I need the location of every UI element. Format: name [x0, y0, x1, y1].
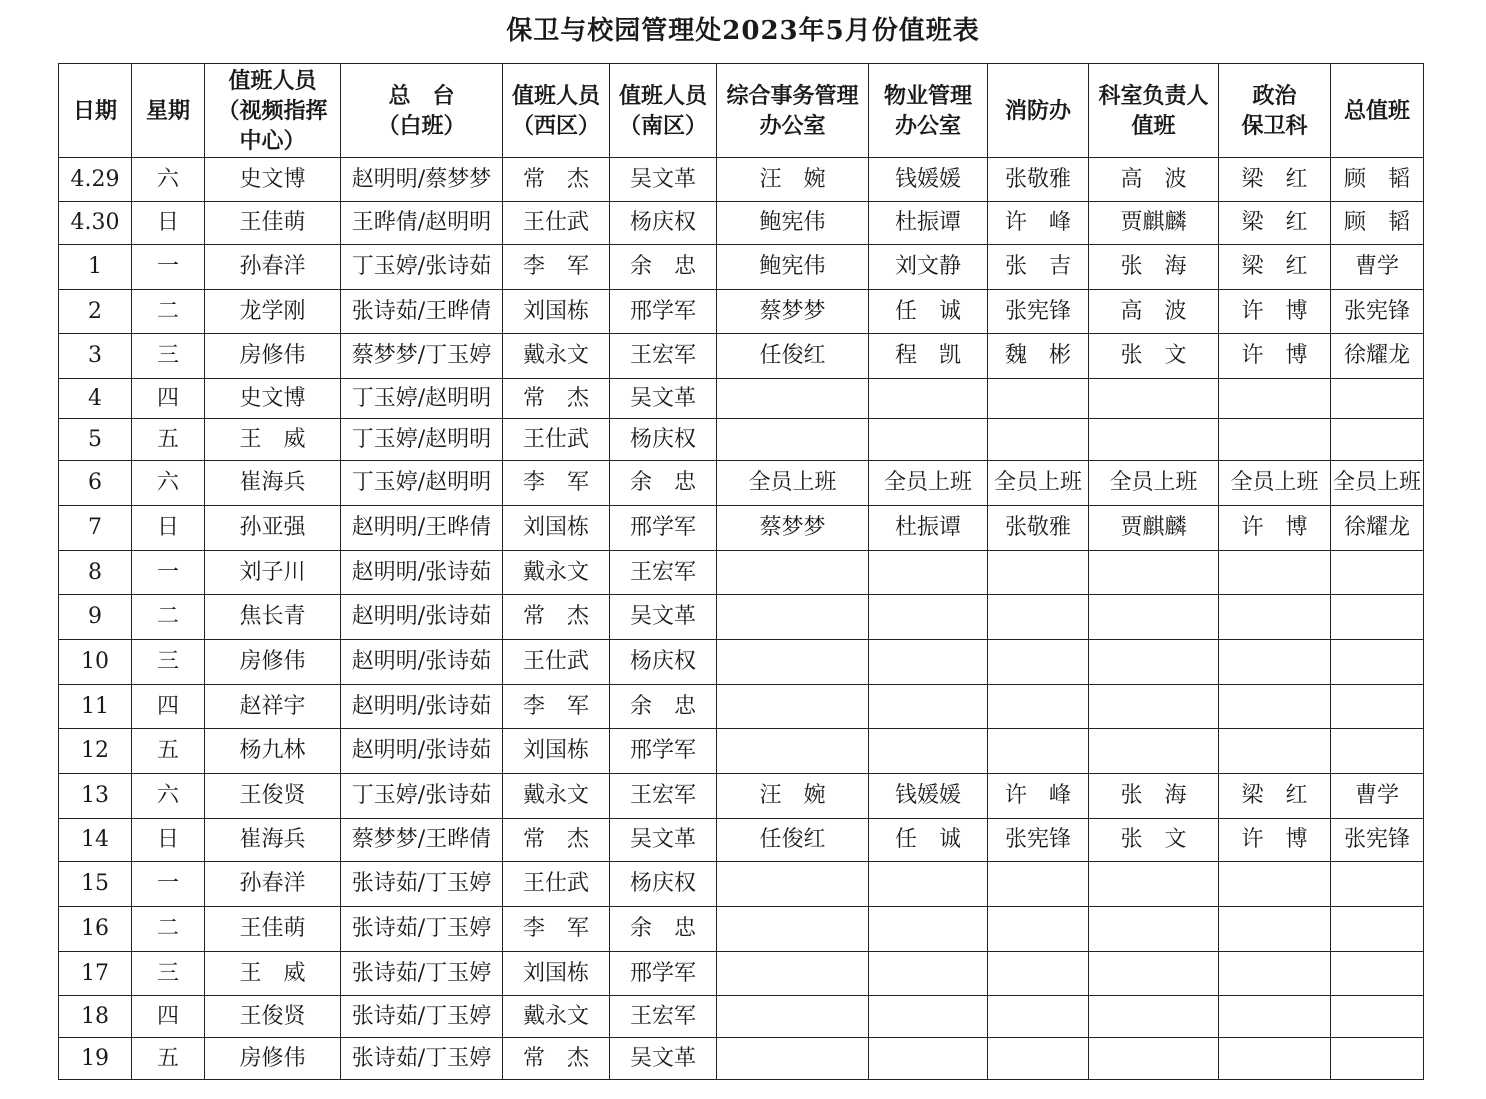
section-chief-cell [1089, 419, 1219, 461]
front-desk-cell: 丁玉婷/赵明明 [341, 379, 503, 419]
fire-office-cell: 张宪锋 [988, 290, 1089, 334]
south-district-cell: 王宏军 [610, 774, 717, 819]
property-office-cell [869, 379, 988, 419]
header-chief-duty: 总值班 [1331, 64, 1424, 158]
west-district-cell: 刘国栋 [503, 506, 610, 551]
chief-duty-cell: 曹学 [1331, 774, 1424, 819]
weekday-cell: 四 [132, 379, 205, 419]
table-row [59, 729, 1424, 774]
table-row [59, 952, 1424, 996]
video-center-cell: 王 威 [205, 952, 341, 996]
south-district-cell: 余 忠 [610, 245, 717, 290]
date-cell: 7 [59, 506, 132, 551]
weekday-cell: 五 [132, 1038, 205, 1080]
weekday-cell: 二 [132, 290, 205, 334]
video-center-cell: 崔海兵 [205, 819, 341, 862]
fire-office-cell [988, 952, 1089, 996]
fire-office-cell [988, 419, 1089, 461]
weekday-cell: 五 [132, 729, 205, 774]
fire-office-cell [988, 379, 1089, 419]
chief-duty-cell [1331, 952, 1424, 996]
video-center-cell: 孙春洋 [205, 862, 341, 907]
general-affairs-cell: 全员上班 [717, 461, 869, 506]
date-cell: 4 [59, 379, 132, 419]
south-district-cell: 吴文革 [610, 595, 717, 640]
south-district-cell: 王宏军 [610, 996, 717, 1038]
property-office-cell [869, 862, 988, 907]
video-center-cell: 王佳萌 [205, 907, 341, 952]
table-row [59, 379, 1424, 419]
date-cell: 15 [59, 862, 132, 907]
west-district-cell: 戴永文 [503, 996, 610, 1038]
front-desk-cell: 蔡梦梦/王晔倩 [341, 819, 503, 862]
general-affairs-cell: 汪 婉 [717, 774, 869, 819]
table-row [59, 290, 1424, 334]
header-video-center: 值班人员 （视频指挥 中心） [205, 64, 341, 158]
table-row [59, 819, 1424, 862]
general-affairs-cell [717, 1038, 869, 1080]
section-chief-cell: 张 海 [1089, 774, 1219, 819]
chief-duty-cell: 张宪锋 [1331, 290, 1424, 334]
chief-duty-cell [1331, 595, 1424, 640]
general-affairs-cell: 任俊红 [717, 819, 869, 862]
video-center-cell: 史文博 [205, 158, 341, 202]
west-district-cell: 刘国栋 [503, 952, 610, 996]
table-row [59, 245, 1424, 290]
property-office-cell [869, 640, 988, 685]
table-row [59, 774, 1424, 819]
video-center-cell: 王 威 [205, 419, 341, 461]
section-chief-cell [1089, 907, 1219, 952]
general-affairs-cell [717, 685, 869, 729]
table-row [59, 551, 1424, 595]
property-office-cell: 程 凯 [869, 334, 988, 379]
table-row [59, 862, 1424, 907]
security-section-cell [1219, 640, 1331, 685]
date-cell: 19 [59, 1038, 132, 1080]
fire-office-cell: 张宪锋 [988, 819, 1089, 862]
general-affairs-cell: 蔡梦梦 [717, 290, 869, 334]
fire-office-cell [988, 1038, 1089, 1080]
south-district-cell: 吴文革 [610, 158, 717, 202]
west-district-cell: 常 杰 [503, 819, 610, 862]
section-chief-cell: 全员上班 [1089, 461, 1219, 506]
south-district-cell: 邢学军 [610, 952, 717, 996]
security-section-cell: 许 博 [1219, 506, 1331, 551]
table-row [59, 1038, 1424, 1080]
west-district-cell: 戴永文 [503, 774, 610, 819]
chief-duty-cell: 徐耀龙 [1331, 334, 1424, 379]
video-center-cell: 焦长青 [205, 595, 341, 640]
south-district-cell: 杨庆权 [610, 862, 717, 907]
chief-duty-cell [1331, 685, 1424, 729]
west-district-cell: 常 杰 [503, 595, 610, 640]
front-desk-cell: 蔡梦梦/丁玉婷 [341, 334, 503, 379]
property-office-cell [869, 1038, 988, 1080]
date-cell: 12 [59, 729, 132, 774]
west-district-cell: 戴永文 [503, 551, 610, 595]
west-district-cell: 李 军 [503, 461, 610, 506]
table-row [59, 158, 1424, 202]
section-chief-cell: 张 文 [1089, 334, 1219, 379]
video-center-cell: 房修伟 [205, 1038, 341, 1080]
fire-office-cell: 张 吉 [988, 245, 1089, 290]
security-section-cell [1219, 1038, 1331, 1080]
section-chief-cell: 贾麒麟 [1089, 506, 1219, 551]
security-section-cell: 许 博 [1219, 334, 1331, 379]
date-cell: 16 [59, 907, 132, 952]
south-district-cell: 余 忠 [610, 685, 717, 729]
date-cell: 4.30 [59, 202, 132, 245]
weekday-cell: 六 [132, 158, 205, 202]
south-district-cell: 杨庆权 [610, 202, 717, 245]
page-title: 保卫与校园管理处2023年5月份值班表 [506, 16, 980, 46]
section-chief-cell [1089, 379, 1219, 419]
fire-office-cell: 许 峰 [988, 774, 1089, 819]
property-office-cell: 任 诚 [869, 290, 988, 334]
west-district-cell: 常 杰 [503, 1038, 610, 1080]
front-desk-cell: 赵明明/张诗茹 [341, 595, 503, 640]
property-office-cell [869, 952, 988, 996]
property-office-cell: 杜振谭 [869, 202, 988, 245]
security-section-cell: 梁 红 [1219, 245, 1331, 290]
fire-office-cell [988, 729, 1089, 774]
general-affairs-cell [717, 595, 869, 640]
property-office-cell [869, 595, 988, 640]
weekday-cell: 日 [132, 202, 205, 245]
video-center-cell: 王俊贤 [205, 774, 341, 819]
section-chief-cell: 高 波 [1089, 158, 1219, 202]
front-desk-cell: 张诗茹/丁玉婷 [341, 907, 503, 952]
south-district-cell: 王宏军 [610, 334, 717, 379]
fire-office-cell: 张敬雅 [988, 158, 1089, 202]
front-desk-cell: 赵明明/张诗茹 [341, 640, 503, 685]
south-district-cell: 余 忠 [610, 907, 717, 952]
chief-duty-cell [1331, 419, 1424, 461]
table-row [59, 334, 1424, 379]
header-fire-office: 消防办 [988, 64, 1089, 158]
weekday-cell: 五 [132, 419, 205, 461]
chief-duty-cell [1331, 640, 1424, 685]
date-cell: 5 [59, 419, 132, 461]
chief-duty-cell: 全员上班 [1331, 461, 1424, 506]
weekday-cell: 三 [132, 952, 205, 996]
weekday-cell: 六 [132, 461, 205, 506]
section-chief-cell [1089, 595, 1219, 640]
security-section-cell [1219, 685, 1331, 729]
general-affairs-cell [717, 551, 869, 595]
south-district-cell: 余 忠 [610, 461, 717, 506]
property-office-cell [869, 729, 988, 774]
fire-office-cell: 全员上班 [988, 461, 1089, 506]
table-row [59, 640, 1424, 685]
date-cell: 17 [59, 952, 132, 996]
date-cell: 3 [59, 334, 132, 379]
video-center-cell: 赵祥宇 [205, 685, 341, 729]
video-center-cell: 房修伟 [205, 334, 341, 379]
fire-office-cell [988, 595, 1089, 640]
section-chief-cell: 贾麒麟 [1089, 202, 1219, 245]
front-desk-cell: 丁玉婷/张诗茹 [341, 774, 503, 819]
weekday-cell: 一 [132, 551, 205, 595]
date-cell: 14 [59, 819, 132, 862]
property-office-cell [869, 551, 988, 595]
west-district-cell: 王仕武 [503, 862, 610, 907]
fire-office-cell: 张敬雅 [988, 506, 1089, 551]
west-district-cell: 王仕武 [503, 640, 610, 685]
weekday-cell: 四 [132, 996, 205, 1038]
general-affairs-cell [717, 419, 869, 461]
table-row [59, 907, 1424, 952]
video-center-cell: 史文博 [205, 379, 341, 419]
chief-duty-cell: 顾 韬 [1331, 158, 1424, 202]
date-cell: 8 [59, 551, 132, 595]
general-affairs-cell [717, 907, 869, 952]
weekday-cell: 三 [132, 334, 205, 379]
general-affairs-cell: 鲍宪伟 [717, 245, 869, 290]
video-center-cell: 孙亚强 [205, 506, 341, 551]
weekday-cell: 六 [132, 774, 205, 819]
date-cell: 13 [59, 774, 132, 819]
fire-office-cell: 许 峰 [988, 202, 1089, 245]
front-desk-cell: 张诗茹/丁玉婷 [341, 1038, 503, 1080]
west-district-cell: 李 军 [503, 907, 610, 952]
header-general-affairs: 综合事务管理 办公室 [717, 64, 869, 158]
chief-duty-cell [1331, 996, 1424, 1038]
chief-duty-cell [1331, 729, 1424, 774]
weekday-cell: 日 [132, 506, 205, 551]
weekday-cell: 三 [132, 640, 205, 685]
front-desk-cell: 张诗茹/王晔倩 [341, 290, 503, 334]
property-office-cell [869, 907, 988, 952]
header-front-desk: 总 台 （白班） [341, 64, 503, 158]
west-district-cell: 李 军 [503, 245, 610, 290]
security-section-cell: 梁 红 [1219, 774, 1331, 819]
property-office-cell: 刘文静 [869, 245, 988, 290]
general-affairs-cell [717, 379, 869, 419]
fire-office-cell [988, 862, 1089, 907]
header-west-district: 值班人员 （西区） [503, 64, 610, 158]
section-chief-cell [1089, 996, 1219, 1038]
weekday-cell: 日 [132, 819, 205, 862]
security-section-cell [1219, 729, 1331, 774]
date-cell: 11 [59, 685, 132, 729]
chief-duty-cell [1331, 1038, 1424, 1080]
weekday-cell: 一 [132, 245, 205, 290]
header-date: 日期 [59, 64, 132, 158]
video-center-cell: 房修伟 [205, 640, 341, 685]
west-district-cell: 王仕武 [503, 419, 610, 461]
front-desk-cell: 赵明明/王晔倩 [341, 506, 503, 551]
section-chief-cell [1089, 551, 1219, 595]
south-district-cell: 吴文革 [610, 1038, 717, 1080]
south-district-cell: 杨庆权 [610, 419, 717, 461]
fire-office-cell [988, 996, 1089, 1038]
video-center-cell: 王俊贤 [205, 996, 341, 1038]
security-section-cell: 许 博 [1219, 290, 1331, 334]
chief-duty-cell: 顾 韬 [1331, 202, 1424, 245]
security-section-cell [1219, 595, 1331, 640]
header-row [59, 64, 1424, 158]
fire-office-cell [988, 551, 1089, 595]
general-affairs-cell [717, 640, 869, 685]
property-office-cell: 全员上班 [869, 461, 988, 506]
property-office-cell [869, 685, 988, 729]
west-district-cell: 戴永文 [503, 334, 610, 379]
table-row [59, 506, 1424, 551]
video-center-cell: 崔海兵 [205, 461, 341, 506]
security-section-cell: 许 博 [1219, 819, 1331, 862]
front-desk-cell: 丁玉婷/张诗茹 [341, 245, 503, 290]
table-row [59, 996, 1424, 1038]
security-section-cell: 全员上班 [1219, 461, 1331, 506]
duty-roster-table [58, 63, 1424, 1080]
south-district-cell: 吴文革 [610, 379, 717, 419]
south-district-cell: 邢学军 [610, 506, 717, 551]
property-office-cell: 任 诚 [869, 819, 988, 862]
west-district-cell: 刘国栋 [503, 729, 610, 774]
chief-duty-cell: 徐耀龙 [1331, 506, 1424, 551]
front-desk-cell: 赵明明/张诗茹 [341, 685, 503, 729]
west-district-cell: 刘国栋 [503, 290, 610, 334]
video-center-cell: 刘子川 [205, 551, 341, 595]
security-section-cell [1219, 952, 1331, 996]
south-district-cell: 吴文革 [610, 819, 717, 862]
security-section-cell [1219, 862, 1331, 907]
property-office-cell [869, 419, 988, 461]
section-chief-cell [1089, 685, 1219, 729]
date-cell: 9 [59, 595, 132, 640]
date-cell: 18 [59, 996, 132, 1038]
date-cell: 6 [59, 461, 132, 506]
security-section-cell [1219, 379, 1331, 419]
general-affairs-cell: 蔡梦梦 [717, 506, 869, 551]
header-property-office: 物业管理 办公室 [869, 64, 988, 158]
general-affairs-cell [717, 729, 869, 774]
west-district-cell: 常 杰 [503, 379, 610, 419]
front-desk-cell: 张诗茹/丁玉婷 [341, 862, 503, 907]
general-affairs-cell [717, 952, 869, 996]
fire-office-cell: 魏 彬 [988, 334, 1089, 379]
weekday-cell: 二 [132, 907, 205, 952]
security-section-cell [1219, 996, 1331, 1038]
table-row [59, 461, 1424, 506]
weekday-cell: 一 [132, 862, 205, 907]
video-center-cell: 龙学刚 [205, 290, 341, 334]
security-section-cell: 梁 红 [1219, 158, 1331, 202]
south-district-cell: 王宏军 [610, 551, 717, 595]
general-affairs-cell: 任俊红 [717, 334, 869, 379]
chief-duty-cell [1331, 907, 1424, 952]
video-center-cell: 孙春洋 [205, 245, 341, 290]
front-desk-cell: 张诗茹/丁玉婷 [341, 996, 503, 1038]
date-cell: 1 [59, 245, 132, 290]
south-district-cell: 邢学军 [610, 729, 717, 774]
header-south-district: 值班人员 （南区） [610, 64, 717, 158]
table-row [59, 202, 1424, 245]
front-desk-cell: 赵明明/蔡梦梦 [341, 158, 503, 202]
weekday-cell: 二 [132, 595, 205, 640]
chief-duty-cell: 张宪锋 [1331, 819, 1424, 862]
chief-duty-cell [1331, 862, 1424, 907]
section-chief-cell [1089, 640, 1219, 685]
front-desk-cell: 王晔倩/赵明明 [341, 202, 503, 245]
table-row [59, 595, 1424, 640]
general-affairs-cell [717, 996, 869, 1038]
front-desk-cell: 张诗茹/丁玉婷 [341, 952, 503, 996]
section-chief-cell [1089, 729, 1219, 774]
section-chief-cell: 高 波 [1089, 290, 1219, 334]
video-center-cell: 王佳萌 [205, 202, 341, 245]
chief-duty-cell [1331, 551, 1424, 595]
front-desk-cell: 丁玉婷/赵明明 [341, 461, 503, 506]
date-cell: 4.29 [59, 158, 132, 202]
south-district-cell: 邢学军 [610, 290, 717, 334]
chief-duty-cell [1331, 379, 1424, 419]
west-district-cell: 李 军 [503, 685, 610, 729]
date-cell: 10 [59, 640, 132, 685]
video-center-cell: 杨九林 [205, 729, 341, 774]
header-weekday: 星期 [132, 64, 205, 158]
general-affairs-cell [717, 862, 869, 907]
section-chief-cell: 张 文 [1089, 819, 1219, 862]
section-chief-cell [1089, 1038, 1219, 1080]
section-chief-cell: 张 海 [1089, 245, 1219, 290]
general-affairs-cell: 鲍宪伟 [717, 202, 869, 245]
security-section-cell: 梁 红 [1219, 202, 1331, 245]
west-district-cell: 常 杰 [503, 158, 610, 202]
section-chief-cell [1089, 862, 1219, 907]
chief-duty-cell: 曹学 [1331, 245, 1424, 290]
security-section-cell [1219, 907, 1331, 952]
header-section-chief: 科室负责人 值班 [1089, 64, 1219, 158]
property-office-cell: 杜振谭 [869, 506, 988, 551]
section-chief-cell [1089, 952, 1219, 996]
roster-body [59, 158, 1424, 1080]
table-row [59, 685, 1424, 729]
front-desk-cell: 赵明明/张诗茹 [341, 551, 503, 595]
front-desk-cell: 赵明明/张诗茹 [341, 729, 503, 774]
security-section-cell [1219, 551, 1331, 595]
table-row [59, 419, 1424, 461]
west-district-cell: 王仕武 [503, 202, 610, 245]
header-security-section: 政治 保卫科 [1219, 64, 1331, 158]
date-cell: 2 [59, 290, 132, 334]
security-section-cell [1219, 419, 1331, 461]
general-affairs-cell: 汪 婉 [717, 158, 869, 202]
weekday-cell: 四 [132, 685, 205, 729]
fire-office-cell [988, 640, 1089, 685]
south-district-cell: 杨庆权 [610, 640, 717, 685]
front-desk-cell: 丁玉婷/赵明明 [341, 419, 503, 461]
fire-office-cell [988, 685, 1089, 729]
property-office-cell: 钱媛媛 [869, 158, 988, 202]
property-office-cell: 钱媛媛 [869, 774, 988, 819]
fire-office-cell [988, 907, 1089, 952]
property-office-cell [869, 996, 988, 1038]
